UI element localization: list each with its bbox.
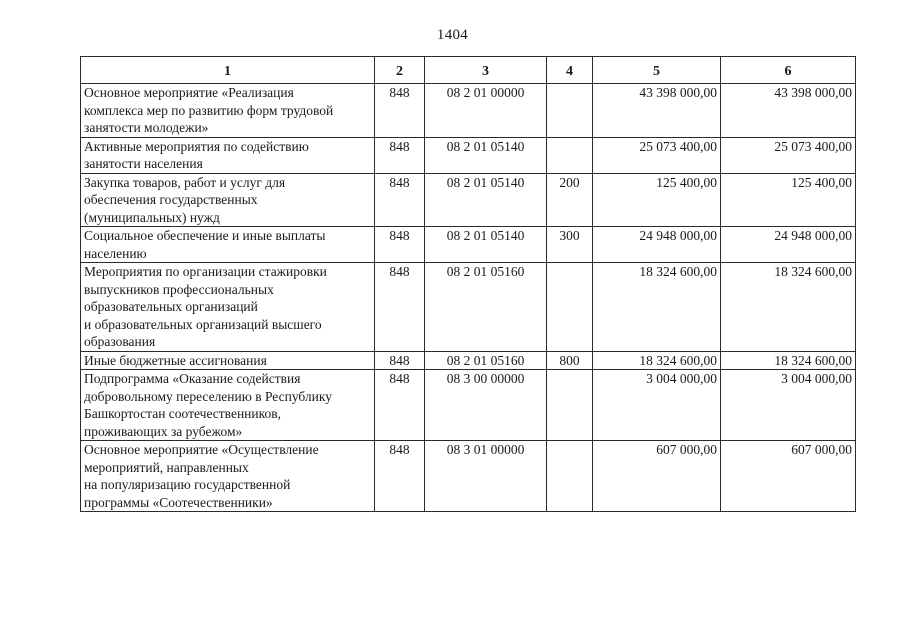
- table-row: [81, 227, 856, 263]
- table-row: [81, 441, 856, 512]
- vr-cell: 800: [547, 351, 593, 370]
- row-name-cell: [81, 441, 375, 512]
- row-name-line: комплекса мер по развитию форм трудовой: [84, 102, 334, 118]
- row-name-cell: [81, 370, 375, 441]
- header-cell-6: 6: [721, 57, 856, 84]
- row-name-line: образования: [84, 334, 156, 349]
- table-row: [81, 263, 856, 352]
- sum-cell-6: 43 398 000,00: [721, 84, 856, 138]
- row-name-line: обеспечения государственных: [84, 192, 258, 207]
- row-name-line: выпускников профессиональных: [84, 281, 274, 297]
- row-name-line: программы «Соотечественники»: [84, 494, 273, 510]
- csr-cell: 08 2 01 05140: [425, 173, 547, 227]
- csr-cell: 08 2 01 00000: [425, 84, 547, 138]
- row-name-line: проживающих за рубежом»: [84, 423, 243, 439]
- vr-cell: 200: [547, 173, 593, 227]
- row-name-cell: [81, 84, 375, 138]
- row-name-line: на популяризацию государственной: [84, 477, 291, 492]
- csr-cell: 08 3 01 00000: [425, 441, 547, 512]
- table-row: [81, 84, 856, 138]
- sum-cell-5: 43 398 000,00: [593, 84, 721, 138]
- vr-cell: [547, 263, 593, 352]
- table-row: [81, 370, 856, 441]
- ved-cell: 848: [375, 227, 425, 263]
- csr-cell: 08 2 01 05140: [425, 137, 547, 173]
- vr-cell: [547, 84, 593, 138]
- table-row: [81, 351, 856, 370]
- sum-cell-5: 25 073 400,00: [593, 137, 721, 173]
- row-name-line: образовательных организаций: [84, 299, 258, 314]
- row-name-line: занятости молодежи»: [84, 120, 209, 135]
- sum-cell-5: 24 948 000,00: [593, 227, 721, 263]
- ved-cell: 848: [375, 173, 425, 227]
- csr-cell: 08 2 01 05140: [425, 227, 547, 263]
- vr-cell: 300: [547, 227, 593, 263]
- sum-cell-6: 607 000,00: [721, 441, 856, 512]
- row-name-line: мероприятий, направленных: [84, 459, 249, 475]
- row-name-line: населению: [84, 245, 147, 261]
- sum-cell-5: 125 400,00: [593, 173, 721, 227]
- header-cell-4: 4: [547, 57, 593, 84]
- header-cell-2: 2: [375, 57, 425, 84]
- row-name-line: Активные мероприятия по содействию: [84, 138, 309, 154]
- table-row: [81, 137, 856, 173]
- ved-cell: 848: [375, 84, 425, 138]
- vr-cell: [547, 137, 593, 173]
- page-number: 1404: [436, 27, 469, 43]
- csr-cell: 08 2 01 05160: [425, 351, 547, 370]
- sum-cell-6: 125 400,00: [721, 173, 856, 227]
- budget-table: [80, 56, 856, 512]
- sum-cell-6: 25 073 400,00: [721, 137, 856, 173]
- table-body: [81, 84, 856, 512]
- ved-cell: 848: [375, 441, 425, 512]
- row-name-line: (муниципальных) нужд: [84, 209, 220, 225]
- row-name-line: Иные бюджетные ассигнования: [84, 352, 267, 368]
- table-row: [81, 173, 856, 227]
- row-name-line: Мероприятия по организации стажировки: [84, 264, 327, 279]
- header-cell-3: 3: [425, 57, 547, 84]
- sum-cell-5: 3 004 000,00: [593, 370, 721, 441]
- row-name-line: Башкортостан соотечественников,: [84, 406, 282, 421]
- header-cell-5: 5: [593, 57, 721, 84]
- ved-cell: 848: [375, 370, 425, 441]
- row-name-cell: [81, 263, 375, 352]
- sum-cell-5: 18 324 600,00: [593, 263, 721, 352]
- row-name-line: Подпрограмма «Оказание содействия: [84, 371, 301, 386]
- ved-cell: 848: [375, 263, 425, 352]
- vr-cell: [547, 441, 593, 512]
- header-cell-1: 1: [81, 57, 375, 84]
- row-name-line: добровольному переселению в Республику: [84, 388, 333, 404]
- sum-cell-5: 18 324 600,00: [593, 351, 721, 370]
- ved-cell: 848: [375, 351, 425, 370]
- row-name-line: и образовательных организаций высшего: [84, 316, 322, 332]
- csr-cell: 08 3 00 00000: [425, 370, 547, 441]
- sum-cell-5: 607 000,00: [593, 441, 721, 512]
- row-name-cell: [81, 351, 375, 370]
- row-name-line: Основное мероприятие «Осуществление: [84, 442, 319, 457]
- table-header-row: [81, 57, 856, 84]
- row-name-cell: [81, 137, 375, 173]
- sum-cell-6: 3 004 000,00: [721, 370, 856, 441]
- csr-cell: 08 2 01 05160: [425, 263, 547, 352]
- vr-cell: [547, 370, 593, 441]
- sum-cell-6: 18 324 600,00: [721, 263, 856, 352]
- sum-cell-6: 18 324 600,00: [721, 351, 856, 370]
- row-name-cell: [81, 173, 375, 227]
- row-name-line: Социальное обеспечение и иные выплаты: [84, 228, 326, 243]
- row-name-line: Основное мероприятие «Реализация: [84, 85, 294, 100]
- row-name-line: занятости населения: [84, 156, 203, 171]
- sum-cell-6: 24 948 000,00: [721, 227, 856, 263]
- row-name-line: Закупка товаров, работ и услуг для: [84, 174, 286, 190]
- row-name-cell: [81, 227, 375, 263]
- ved-cell: 848: [375, 137, 425, 173]
